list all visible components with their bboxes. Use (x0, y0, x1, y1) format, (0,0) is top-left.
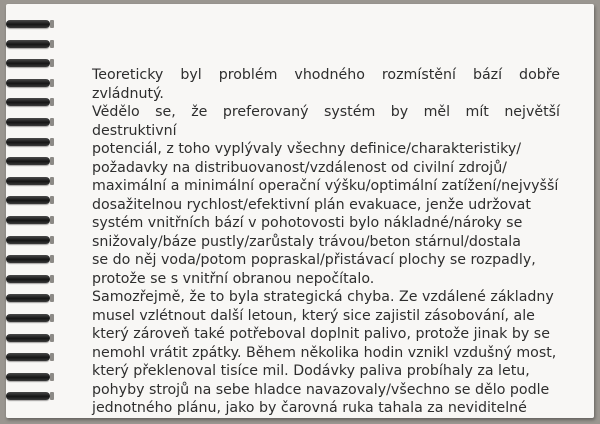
binding-hole (50, 138, 54, 146)
binding-hole (50, 20, 54, 28)
binding-hole (50, 314, 54, 322)
binding-ring (6, 275, 50, 283)
binding-hole (50, 334, 54, 342)
binding-ring (6, 177, 50, 185)
text-line: Teoreticky byl problém vhodného rozmístění bází dobře zvládnutý. (92, 67, 560, 102)
binding-hole (50, 157, 54, 165)
binding-hole (50, 98, 54, 106)
binding-hole (50, 177, 54, 185)
binding-hole (50, 392, 54, 400)
binding-hole (50, 216, 54, 224)
binding-hole (50, 275, 54, 283)
binding-ring (6, 79, 50, 87)
notebook-page (6, 4, 594, 418)
binding-ring (6, 392, 50, 400)
binding-ring (6, 353, 50, 361)
text-line: nemohl vrátit zpátky. Během několika hodin vznikl vzdušný most, (92, 344, 557, 361)
binding-ring (6, 334, 50, 342)
binding-hole (50, 373, 54, 381)
binding-hole (50, 79, 54, 87)
text-line: protože se s vnitřní obranou nepočítalo. (92, 270, 375, 287)
binding-hole (50, 294, 54, 302)
text-line: potenciál, z toho vyplývaly všechny definice/charakteristiky/ (92, 141, 522, 157)
binding-ring (6, 157, 50, 165)
binding-ring (6, 255, 50, 263)
binding-hole (50, 255, 54, 263)
binding-ring (6, 314, 50, 322)
binding-ring (6, 196, 50, 204)
binding-ring (6, 40, 50, 48)
text-line: systém vnitřních bází v pohotovosti bylo nákladné/nároky se (92, 215, 523, 231)
binding-hole (50, 236, 54, 244)
text-line: dosažitelnou rychlost/efektivní plán evakuace, jenže udržovat (92, 196, 531, 213)
text-line: Vědělo se, že preferovaný systém by měl mít největší destruktivní (92, 104, 560, 139)
binding-ring (6, 20, 50, 28)
binding-ring (6, 294, 50, 302)
binding-ring (6, 138, 50, 146)
binding-hole (50, 40, 54, 48)
text-line: který překlenoval tisíce mil. Dodávky paliva probíhaly za letu, (92, 363, 530, 379)
text-line: jednotného plánu, jako by čarovná ruka tahala za neviditelné (92, 400, 527, 416)
text-line: který zároveň také potřeboval doplnit palivo, protože jinak by se (92, 326, 550, 342)
binding-ring (6, 373, 50, 381)
text-line: se do něj voda/potom popraskal/přistávací plochy se rozpadly, (92, 252, 536, 268)
binding-hole (50, 196, 54, 204)
text-line: Samozřejmě, že to byla strategická chyba. Ze vzdálené základny (92, 289, 554, 305)
text-line: snižovaly/báze pustly/zarůstaly trávou/beton stárnul/dostala (92, 233, 521, 250)
paragraph-2 (92, 288, 560, 418)
binding-hole (50, 353, 54, 361)
binding-ring (6, 236, 50, 244)
binding-ring (6, 59, 50, 67)
binding-ring (6, 98, 50, 106)
paragraph-1 (92, 66, 560, 288)
text-line: pohyby strojů na sebe hladce navazovaly/všechno se dělo podle (92, 381, 550, 398)
binding-hole (50, 118, 54, 126)
text-line: maximální a minimální operační výšku/optimální zatížení/nejvyšší (92, 178, 559, 194)
binding-hole (50, 59, 54, 67)
text-line: požadavky na distribuovanost/vzdálenost od civilní zdrojů/ (92, 159, 507, 176)
binding-ring (6, 216, 50, 224)
text-line: musel vzlétnout další letoun, který sice zajistil zásobování, ale (92, 307, 535, 324)
binding-ring (6, 118, 50, 126)
page-text (92, 66, 560, 418)
